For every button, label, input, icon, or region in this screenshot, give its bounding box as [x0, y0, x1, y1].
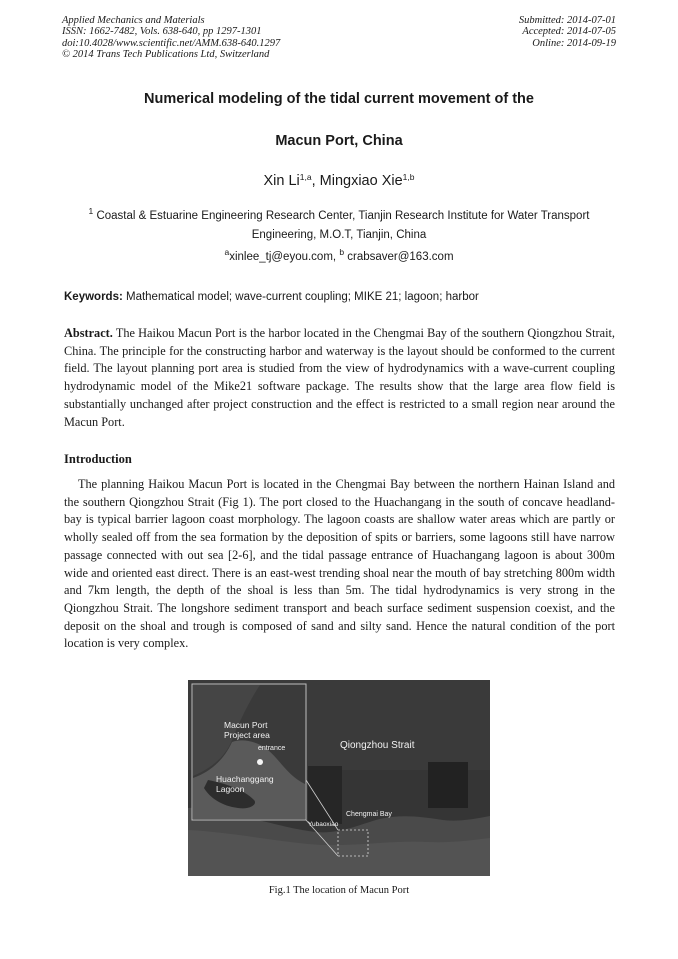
author-list [40, 173, 638, 189]
label-chengmai-bay: Chengmai Bay [346, 811, 392, 818]
online-date: Online: 2014-09-19 [532, 37, 616, 49]
paper-title-line-1: Numerical modeling of the tidal current movement of the [144, 91, 534, 107]
label-yubaoxiao: Yubaoxiao [308, 821, 339, 828]
email-link[interactable]: xinlee_tj@eyou.com [229, 251, 333, 263]
entrance-marker [257, 759, 263, 765]
section-heading-introduction: Introduction [64, 452, 132, 466]
author-separator: , [311, 173, 320, 189]
abstract [64, 325, 615, 431]
author-name: Mingxiao Xie [319, 173, 403, 189]
abstract-label: Abstract. [64, 326, 113, 340]
label-qiongzhou-strait: Qiongzhou Strait [340, 740, 415, 751]
keywords-label: Keywords: [64, 291, 123, 303]
email-mark: a [224, 247, 230, 257]
email-separator: , [332, 251, 340, 263]
label-entrance: entrance [258, 745, 286, 752]
author-affil-mark: 1,a [299, 172, 312, 182]
label-lagoon: Lagoon [216, 784, 245, 794]
affiliation-text: Coastal & Estuarine Engineering Research Center, Tianjin Research Institute for Water Transport Engineering, M.O.T, Tianjin, China [96, 210, 590, 241]
map-patch [308, 766, 342, 824]
accepted-date: Accepted: 2014-07-05 [522, 26, 616, 38]
label-project-area: Project area [224, 730, 270, 740]
author-emails [60, 247, 618, 263]
label-huachanggang: Huachanggang [216, 774, 274, 784]
location-map [188, 680, 490, 876]
copyright-line: © 2014 Trans Tech Publications Ltd, Switzerland [62, 49, 270, 61]
author-affil-mark: 1,b [402, 172, 415, 182]
affiliation-mark: 1 [88, 206, 94, 216]
figure-caption: Fig.1 The location of Macun Port [268, 885, 410, 896]
submitted-date: Submitted: 2014-07-01 [518, 15, 616, 26]
abstract-text: The Haikou Macun Port is the harbor located in the Chengmai Bay of the southern Qiongzhou Strait, China. The principle for the constructing harbor and waterway is the layout should be conformed to the current field. The layout planning port area is studied from the view of hydrodynamics with a wave-current coupling hydrodynamic model of the Mike21 software package. The results show that the large area flow field is substantially unchanged after project construction and the effect is restricted to a small region near around the Macun Port. [64, 326, 615, 429]
map-patch [428, 762, 468, 808]
label-macun-port: Macun Port [224, 720, 268, 730]
email-mark: b [339, 247, 345, 257]
issn-line: ISSN: 1662-7482, Vols. 638-640, pp 1297-1301 [62, 26, 262, 38]
dates-header [519, 15, 616, 49]
location-map-figure [188, 680, 490, 876]
doi-line: doi:10.4028/www.scientific.net/AMM.638-640.1297 [62, 37, 281, 49]
keywords [64, 291, 616, 303]
affiliation [60, 207, 618, 245]
introduction-paragraph: The planning Haikou Macun Port is located in the Chengmai Bay between the northern Hainan Island and the southern Qiongzhou Strait (Fig 1). The port closed to the Huachangang in the south of concave headland-bay is typical barrier lagoon coast morphology. The lagoon coasts are shallow water areas which are partly or wholly sealed off from the sea formation by the deposition of spits or barriers, some lagoons still have narrow passage connected with out sea [2-6], and the tidal passage entrance of Huachangang lagoon is about 300m wide and oriented east direct. There is an east-west trending shoal near the mouth of bay stretching 800m width and 7km length, the depth of the shoal is less than 5m. The tidal hydrodynamics is very strong in the Qiongzhou Strait. The longshore sediment transport and beach surface sediment suspension coexist, and the deposit on the shoal and trough is composed of sand and silty sand. Hence the natural condition of the port location is very complex. [64, 477, 615, 651]
paper-title-line-2: Macun Port, China [275, 133, 403, 149]
journal-name: Applied Mechanics and Materials [62, 15, 205, 26]
email-link[interactable]: crabsaver@163.com [347, 251, 454, 263]
keywords-text: Mathematical model; wave-current coupling; MIKE 21; lagoon; harbor [122, 291, 479, 303]
author-name: Xin Li [263, 173, 300, 189]
journal-header [62, 15, 280, 61]
